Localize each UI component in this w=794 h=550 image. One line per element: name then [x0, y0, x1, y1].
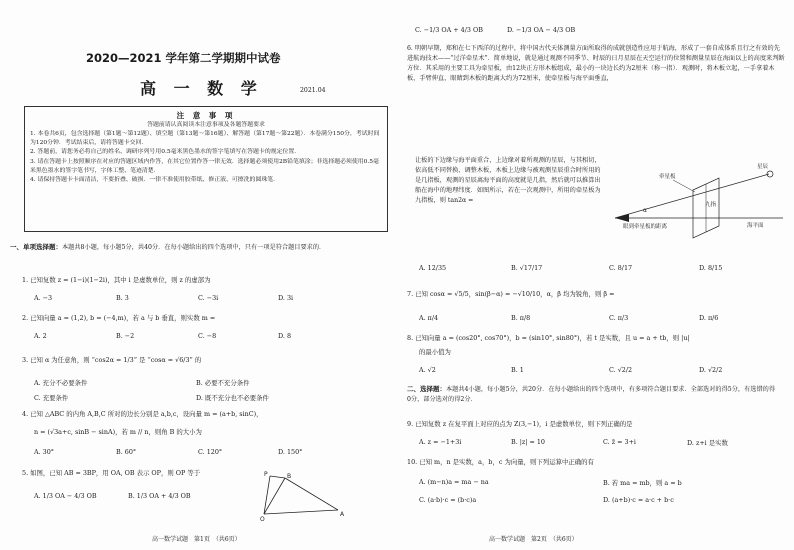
- section2-header: [407, 384, 777, 405]
- q7-option-d: D. π/6: [699, 314, 719, 322]
- q8-stem-2: 的最小值为: [419, 348, 451, 356]
- q8-option-d: D. √2/2: [699, 366, 723, 374]
- eye-marker: [615, 214, 629, 222]
- q5-option-a: A. 1/3 OA − 4/3 OB: [34, 492, 97, 500]
- q1-option-c: C. −3i: [198, 294, 219, 302]
- q6-option-a: A. 12/35: [419, 264, 447, 272]
- section1-header: [10, 242, 388, 253]
- q8-option-a: A. √2: [419, 366, 436, 374]
- notice-item: 2. 答题前，请您务必将自己的姓名、调研序列号用0.5毫米黑色墨水的签字笔填写在答题卡的规定位置．: [30, 149, 301, 156]
- exam-date: 2021.04: [300, 87, 326, 94]
- q4-stem-line2: n = (√3a+c, sinB − sinA)，若 m // n，则角 B 的大小为: [34, 428, 202, 436]
- board-pointer: [673, 180, 695, 192]
- section1-desc: 本题共8小题，每小题5分，共40分．在每小题给出的四个选项中，只有一项是符合题目要求的．: [62, 244, 326, 251]
- q6-paragraph-2: 让板的下边缘与海平面重合，上边缘对着所观测的星辰，与其相切，依高低不同替换、调整木板，木板上边缘与被观测星辰重合时所用的是几指板，观测的星辰离海平面的高度就是几指，然后就可以推算出船在海中的地理纬度．如图所示，若在一次观测中，所用的牵星板为九指板，则 tan2α =: [415, 157, 601, 205]
- q6-option-c: C. 8/17: [609, 264, 633, 272]
- q10-option-a: A. (m−n)a = ma − na: [419, 478, 489, 486]
- label-b: B: [287, 473, 292, 480]
- board-label: 牵星板: [659, 174, 676, 180]
- q3-option-b: B. 必要不充分条件: [196, 379, 250, 387]
- star-label: 星辰: [757, 164, 769, 170]
- label-o: O: [260, 516, 265, 522]
- q2-option-b: B. −2: [116, 332, 135, 340]
- left-footer: 高一数学试题 第1页 （共6页）: [152, 536, 241, 543]
- q3-option-c: C. 充要条件: [34, 394, 69, 402]
- right-footer: 高一数学试题 第2页 （共6页）: [489, 536, 578, 543]
- nine-label: 九指: [705, 202, 717, 208]
- q10-option-c: C. (a·b)·c = (b·c)a: [419, 496, 477, 504]
- eye-distance-label: 眼到牵星板的距离: [623, 224, 668, 230]
- edge-ab: [285, 478, 338, 510]
- q8-stem: 8. 已知向量 a = (cos20°, cos70°)，b = (sin10°, sin80°)，若 t 是实数，且 u = a + tb，则 |u|: [407, 334, 690, 342]
- notice-box: [24, 106, 388, 232]
- q4-option-a: A. 30°: [34, 448, 55, 456]
- notice-item: 1. 本卷共6页，包含选择题（第1题～第12题）、填空题（第13题～第16题）、解答题（第17题～第22题）．本卷满分150分，考试时间为120分钟．考试结束后，请将答题卡交回．: [30, 131, 380, 147]
- q3-option-a: A. 充分不必要条件: [34, 379, 88, 387]
- notice-item: 3. 请在答题卡上按照顺序在对应的答题区域内作答，在其它位置作答一律无效．选择题必须使用2B铅笔填涂；非选择题必须使用0.5毫米黑色墨水的签字笔书写，字体工整、笔迹清楚．: [30, 158, 379, 174]
- q3-option-d: D. 既不充分也不必要条件: [196, 394, 269, 402]
- q5-option-b: B. 1/3 OA + 4/3 OB: [128, 492, 191, 500]
- q9-option-b: B. |z| = 10: [511, 438, 545, 446]
- right-page: [397, 0, 794, 550]
- q5-option-c: C. −1/3 OA + 4/3 OB: [415, 26, 483, 34]
- label-p: P: [264, 471, 268, 478]
- q4-option-c: C. 120°: [198, 448, 223, 456]
- alpha-label: α: [643, 207, 647, 214]
- q1-option-d: D. 3i: [278, 294, 294, 302]
- edge-oa: [264, 510, 338, 514]
- q10-option-d: D. (a+b)·c = a·c + b·c: [603, 496, 674, 504]
- edge-pb: [270, 476, 285, 478]
- q10-option-b: B. 若 ma = mb，则 a = b: [603, 479, 682, 487]
- q9-stem: 9. 已知复数 z 在复平面上对应的点为 Z(3,−1)，i 是虚数单位，则下列正确的是: [407, 420, 633, 428]
- section2-desc: 本题共4小题，每小题5分，共20分．在每小题给出的四个选项中，有多项符合题目要求．全部选对的得5分，有选错的得0分，部分选对的得2分．: [407, 386, 776, 404]
- q6-paragraph-1: 6. 明朝早期，郑和在七下西洋的过程中，将中国古代天体测量方面所取得的成就创造性应用于航海，形成了一套自成体系且行之有效的先进航海技术——“过洋牵星术”．简单地说，就是通过观测不同季节、时辰的日月星辰在天空运行的位置和测量星辰在海面以上的高度来判断方位．其采用的主要工具为牵星板，由12块正方形木板组成，最小的一块边长约为2厘米（称一指）．观测时，将木板立起，一手拿着木板，手臂伸直，眼睛到木板的距离大约为72厘米，使牵星板与海平面垂直，: [407, 45, 785, 83]
- q5-triangle-figure: [240, 470, 350, 522]
- subject-title: 高 一 数 学: [140, 79, 263, 98]
- sight-line: [615, 174, 769, 218]
- q2-option-d: D. 8: [278, 332, 292, 340]
- q6-star-board-figure: [607, 160, 787, 246]
- q6-option-d: D. 8/15: [699, 264, 723, 272]
- section1-heading: 一、单项选择题：: [10, 243, 62, 251]
- notice-intro: 答题前请认真阅读本注意事项及各题答题要求: [147, 122, 265, 128]
- q1-stem: 1. 已知复数 z = (1−i)(1−2i)，其中 i 是虚数单位，则 z 的虚部为: [22, 276, 211, 284]
- notice-item: 4. 请保持答题卡卡面清洁，不要折叠、破损．一律不准使用胶带纸、修正液、可擦洗的圆珠笔．: [30, 176, 280, 183]
- section2-heading: 二、选择题：: [407, 385, 446, 393]
- q1-option-a: A. −3: [34, 294, 53, 302]
- q1-option-b: B. 3: [116, 294, 129, 302]
- q6-option-b: B. √17/17: [511, 264, 543, 272]
- q2-stem: 2. 已知向量 a = (1,2), b = (−4,m)，若 a 与 b 垂直，则实数 m =: [22, 314, 216, 322]
- q7-option-a: A. π/4: [419, 314, 439, 322]
- q8-option-b: B. 1: [511, 366, 524, 374]
- q7-option-c: C. π/3: [609, 314, 629, 322]
- q5-stem: 5. 如图，已知 AB = 3BP，用 OA, OB 表示 OP，则 OP 等于: [22, 469, 201, 477]
- q4-stem-line1: 4. 已知 △ABC 的内角 A,B,C 所对的边长分别是 a,b,c，设向量 m = (a+b, sinC)，: [22, 410, 263, 418]
- q9-option-c: C. z̄ = 3+i: [603, 438, 636, 446]
- q10-stem: 10. 已知 m，n 是实数，a，b，c 为向量，则下列运算中正确的有: [407, 458, 594, 466]
- q2-option-a: A. 2: [34, 332, 47, 340]
- q7-stem: 7. 已知 cosα = √5/5，sin(β−α) = −√10/10，α，β 均为锐角，则 β =: [407, 290, 615, 298]
- q2-option-c: C. −8: [198, 332, 217, 340]
- label-a: A: [340, 511, 345, 518]
- q9-option-d: D. z+i 是实数: [687, 439, 728, 447]
- q5-option-d: D. −1/3 OA − 4/3 OB: [507, 26, 576, 34]
- notice-title: 注 意 事 项: [176, 111, 236, 120]
- q7-option-b: B. π/8: [511, 314, 531, 322]
- exam-title: 2020—2021 学年第二学期期中试卷: [86, 51, 281, 65]
- q4-option-b: B. 60°: [116, 448, 137, 456]
- q8-option-c: C. √2/2: [609, 366, 633, 374]
- notice-list: [30, 121, 382, 185]
- q4-option-d: D. 150°: [278, 448, 303, 456]
- sea-label: 海平面: [747, 223, 764, 229]
- q9-option-a: A. z = −1+3i: [419, 438, 462, 446]
- q3-stem: 3. 已知 α 为任意角，则 “cos2α = 1/3” 是 “cosα = √6/3” 的: [22, 356, 202, 364]
